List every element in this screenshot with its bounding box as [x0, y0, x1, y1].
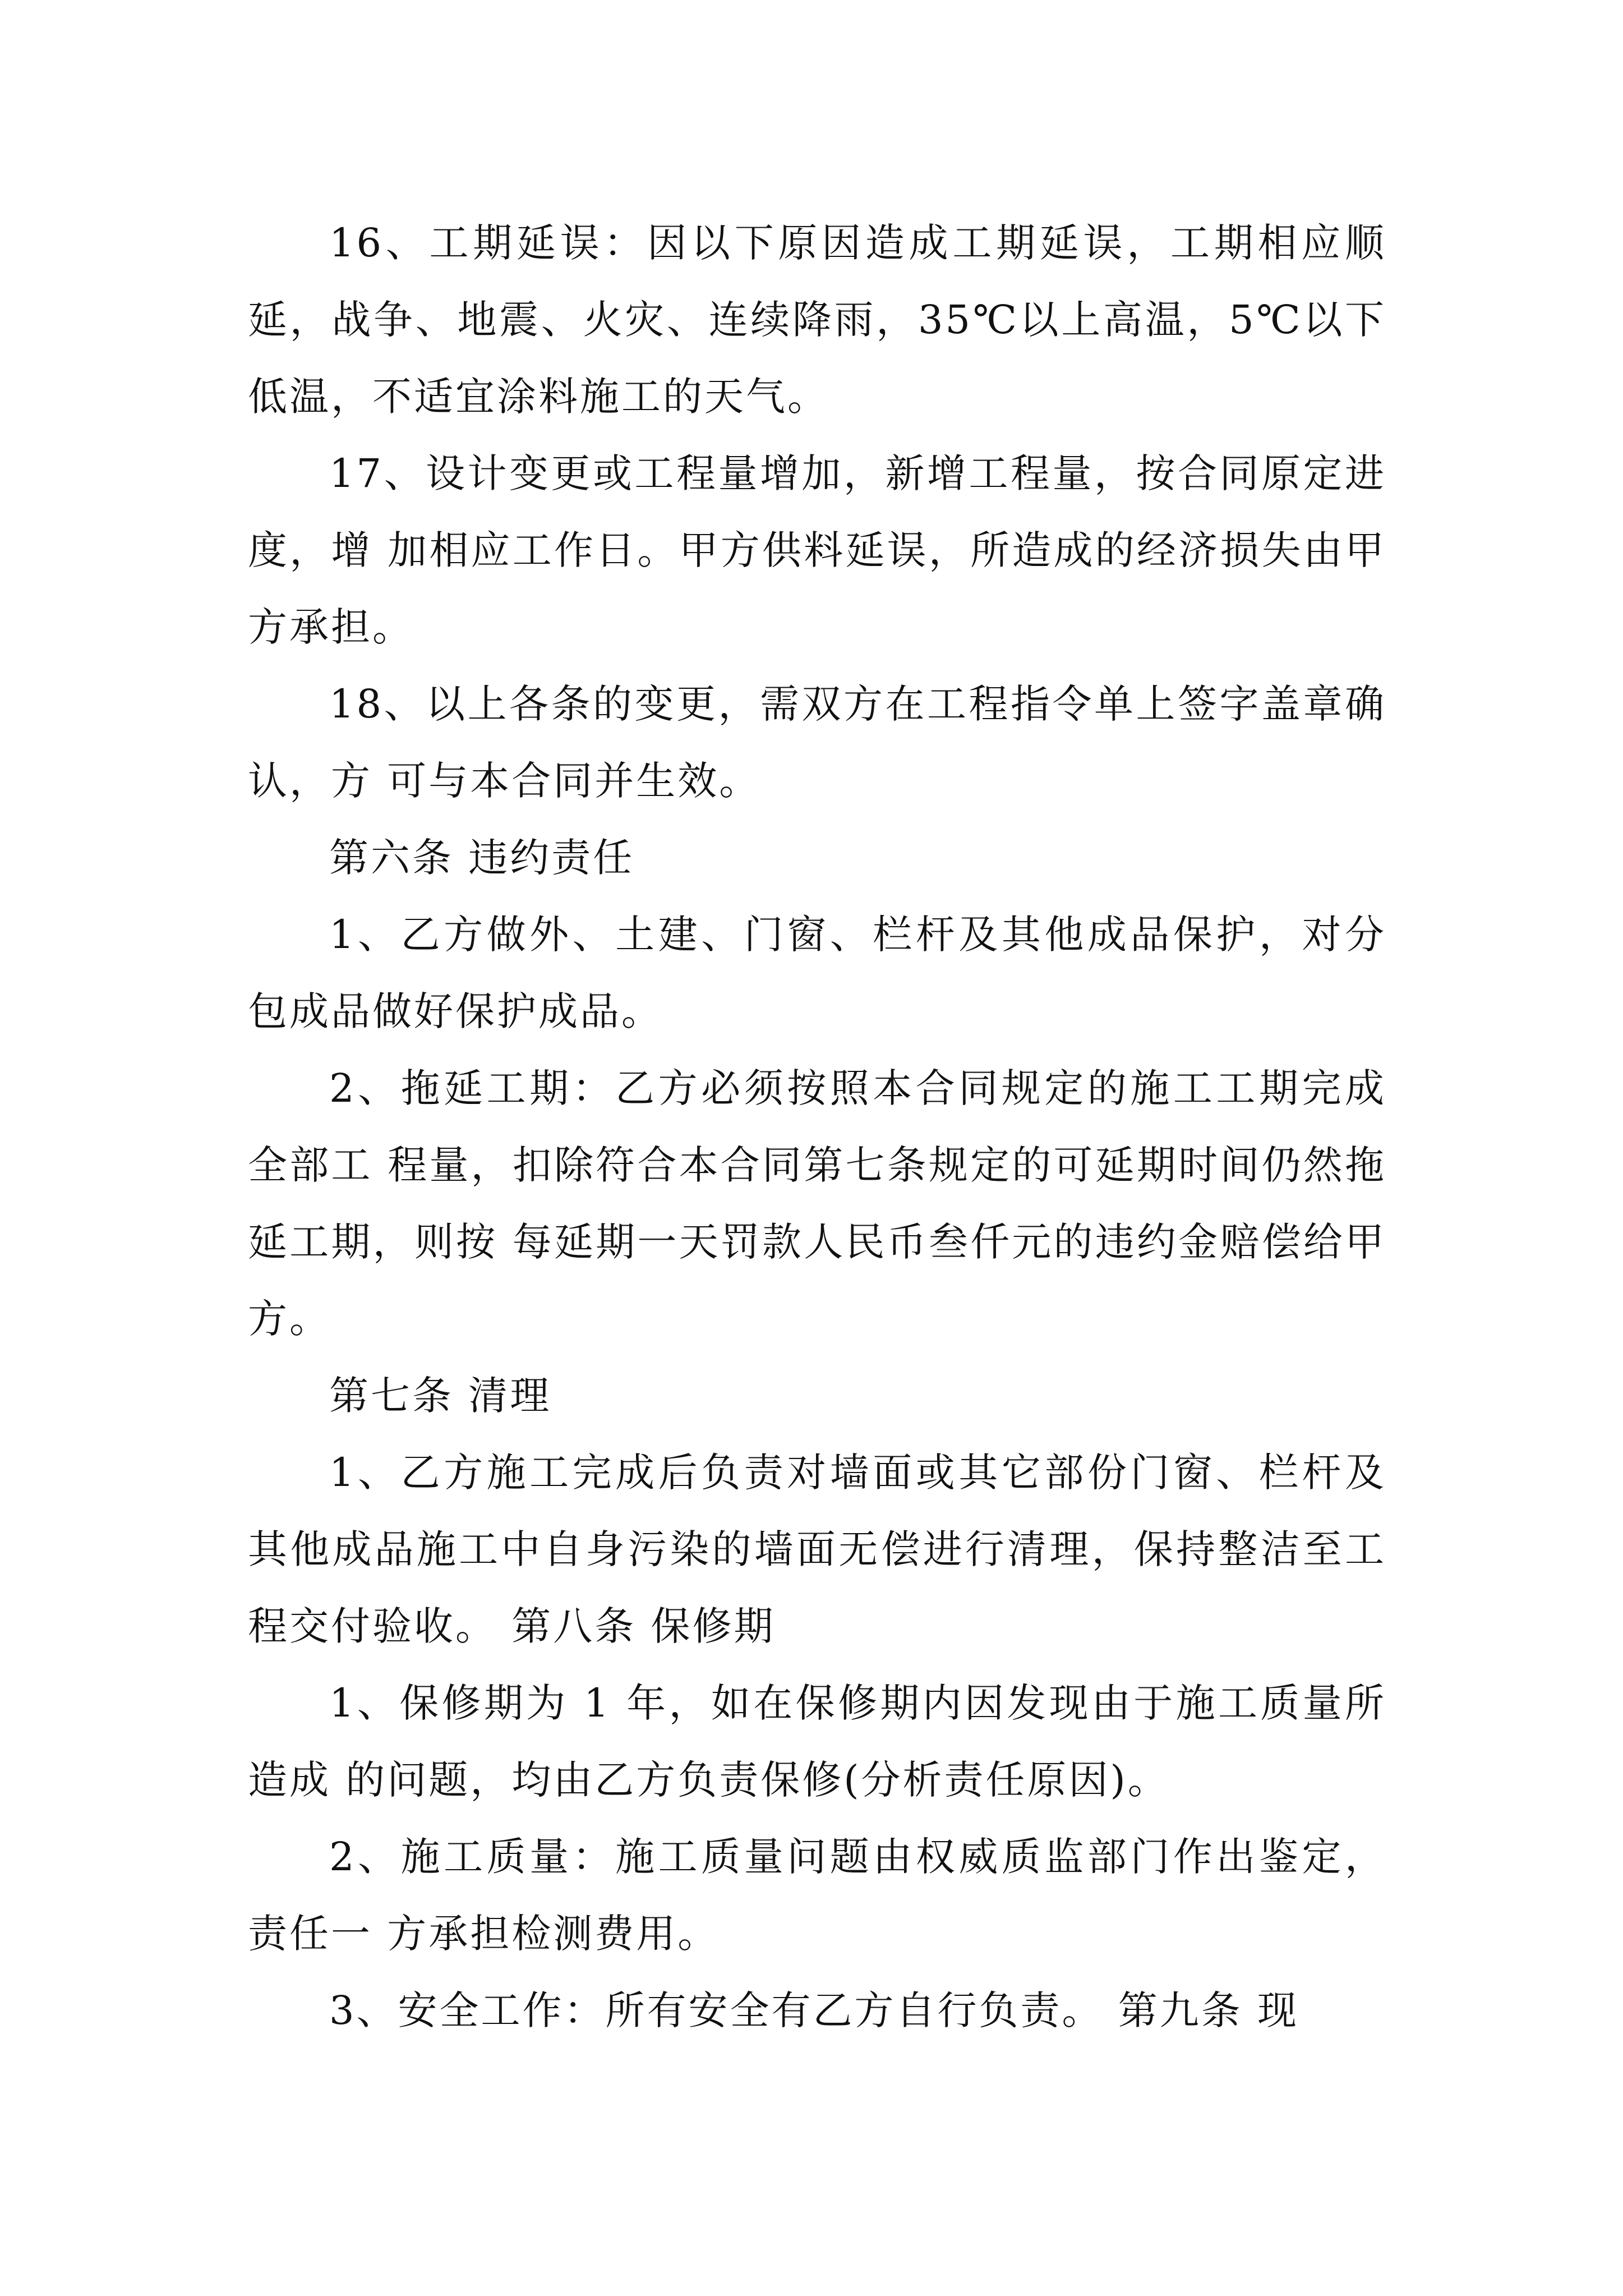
paragraph-delay-penalty-2: 2、拖延工期：乙方必须按照本合同规定的施工工期完成全部工 程量，扣除符合本合同第七条规定的可延期时间仍然拖延工期，则按 每延期一天罚款人民币叁仟元的违约金赔偿给甲方。 [248, 1065, 1386, 1342]
paragraph-changes-18: 18、以上各条的变更，需双方在工程指令单上签字盖章确认，方 可与本合同并生效。 [248, 681, 1386, 804]
paragraph-delay-16: 16、工期延误：因以下原因造成工期延误，工期相应顺延，战争、地震、火灾、连续降雨，35℃以上高温，5℃以下低温，不适宜涂料施工的天气。 [248, 220, 1386, 420]
paragraph-design-change-17: 17、设计变更或工程量增加，新增工程量，按合同原定进度，增 加相应工作日。甲方供料延误，所造成的经济损失由甲方承担。 [248, 450, 1386, 650]
section-heading-article-6: 第六条 违约责任 [329, 835, 635, 881]
paragraph-quality-2: 2、施工质量：施工质量问题由权威质监部门作出鉴定，责任一 方承担检测费用。 [248, 1834, 1386, 1957]
paragraph-cleanup-1: 1、乙方施工完成后负责对墙面或其它部份门窗、栏杆及其他成品施工中自身污染的墙面无偿进行清理，保持整洁至工程交付验收。 第八条 保修期 [248, 1450, 1386, 1649]
section-heading-article-7: 第七条 清理 [329, 1373, 552, 1419]
paragraph-safety-3: 3、安全工作：所有安全有乙方自行负责。 第九条 现 [329, 1987, 1299, 2033]
paragraph-warranty-1: 1、保修期为 1 年，如在保修期内因发现由于施工质量所造成 的问题，均由乙方负责保修(分析责任原因)。 [248, 1680, 1386, 1803]
paragraph-protection-1: 1、乙方做外、土建、门窗、栏杆及其他成品保护，对分包成品做好保护成品。 [248, 912, 1386, 1034]
document-body [248, 205, 1386, 2049]
